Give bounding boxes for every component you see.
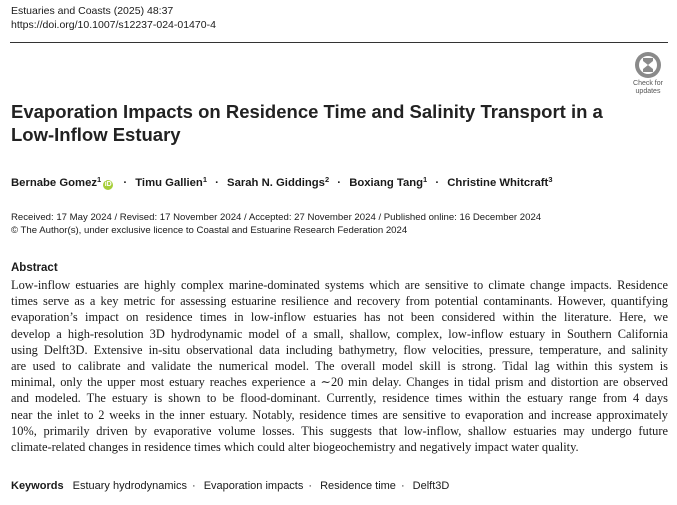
abstract-line: 10%, primarily driven by evaporative volume losses. This suggests that low-inflow, shallow estuaries may undergo future	[11, 423, 668, 438]
author-list	[11, 172, 553, 191]
keyword[interactable]: Delft3D	[412, 480, 450, 492]
author-affiliation: 1	[423, 175, 428, 184]
keyword-separator: ·	[308, 480, 313, 492]
header-rule	[10, 42, 668, 43]
author-name[interactable]: Bernabe Gomez	[11, 177, 98, 189]
abstract-line: Low-inflow estuaries are highly complex marine-dominated systems which are sensitive to climate change impacts. Residence	[11, 278, 668, 292]
author-name[interactable]: Christine Whitcraft	[447, 177, 549, 189]
check-updates-icon	[634, 51, 662, 79]
keywords-label: Keywords	[11, 480, 64, 492]
publication-dates	[11, 212, 541, 237]
orcid-icon[interactable]: iD	[104, 181, 112, 188]
doi-link[interactable]: https://doi.org/10.1007/s12237-024-01470-4	[11, 19, 216, 31]
abstract-body	[11, 277, 668, 455]
author-separator: ·	[435, 177, 440, 189]
author-separator: ·	[123, 177, 128, 189]
check-for-updates-badge[interactable]	[629, 51, 667, 95]
dates-line: Received: 17 May 2024 / Revised: 17 November 2024 / Accepted: 27 November 2024 / Published online: 16 December 2024	[11, 212, 542, 223]
author-affiliation: 2	[324, 175, 330, 184]
article-title	[11, 100, 631, 146]
abstract-line: climate-related changes in residence times which could alter biogeochemistry and negatively impact water quality.	[11, 440, 579, 455]
keyword[interactable]: Estuary hydrodynamics	[72, 480, 187, 492]
copyright-line: © The Author(s), under exclusive licence to Coastal and Estuarine Research Federation 2024	[11, 224, 408, 236]
abstract-heading: Abstract	[11, 262, 58, 274]
abstract-line: minimal, only the upper most estuary reaches experience a ∼20 min delay. Changes in tidal prism and distortion are observed	[11, 375, 668, 390]
abstract-line: using Delft3D. Extensive in-situ observational data including bathymetry, flow velocities, pressure, temperature, and salinity	[11, 342, 668, 357]
keyword[interactable]: Evaporation impacts	[203, 480, 304, 492]
title-line-2: Low-Inflow Estuary	[11, 124, 181, 145]
author-name[interactable]: Sarah N. Giddings	[227, 177, 325, 189]
journal-citation: Estuaries and Coasts (2025) 48:37	[11, 5, 174, 17]
abstract-line: times serve as a key metric for assessing estuarine resilience and recovery from potential contaminants. However, quantifying	[11, 294, 668, 309]
author-name[interactable]: Timu Gallien	[135, 177, 203, 189]
author-affiliation: 1	[97, 175, 102, 184]
author-name[interactable]: Boxiang Tang	[349, 177, 424, 189]
author-separator: ·	[337, 177, 342, 189]
abstract-line: near the inlet to 2 weeks in the inner estuary. Notably, residence times are sensitive to evaporation and increase approximately	[11, 407, 668, 422]
abstract-line: evaporation’s impact on residence times in low-inflow estuaries has not been considered within the literature. Here, we	[11, 310, 668, 325]
author-affiliation: 1	[202, 175, 207, 184]
keyword[interactable]: Residence time	[320, 480, 396, 492]
title-line-1: Evaporation Impacts on Residence Time and Salinity Transport in a	[11, 101, 603, 122]
keyword-separator: ·	[400, 480, 405, 492]
abstract-line: and modeled. The estuary is shown to be flood-dominant. Currently, residence times within the estuary range from 4 days	[11, 391, 668, 406]
keyword-separator: ·	[191, 480, 196, 492]
badge-caption-1: Check for	[633, 80, 663, 87]
journal-header	[11, 4, 216, 32]
author-separator: ·	[215, 177, 219, 189]
author-affiliation: 3	[548, 175, 553, 184]
badge-caption-2: updates	[635, 88, 661, 95]
keywords	[11, 479, 449, 493]
abstract-line: develop a high-resolution 3D hydrodynamic model of a small, shallow, complex, low-inflow estuary in Southern California	[11, 326, 668, 341]
abstract-line: are used to calibrate and validate the numerical model. The overall model skill is strong. Tidal lag within this system is	[11, 359, 668, 374]
